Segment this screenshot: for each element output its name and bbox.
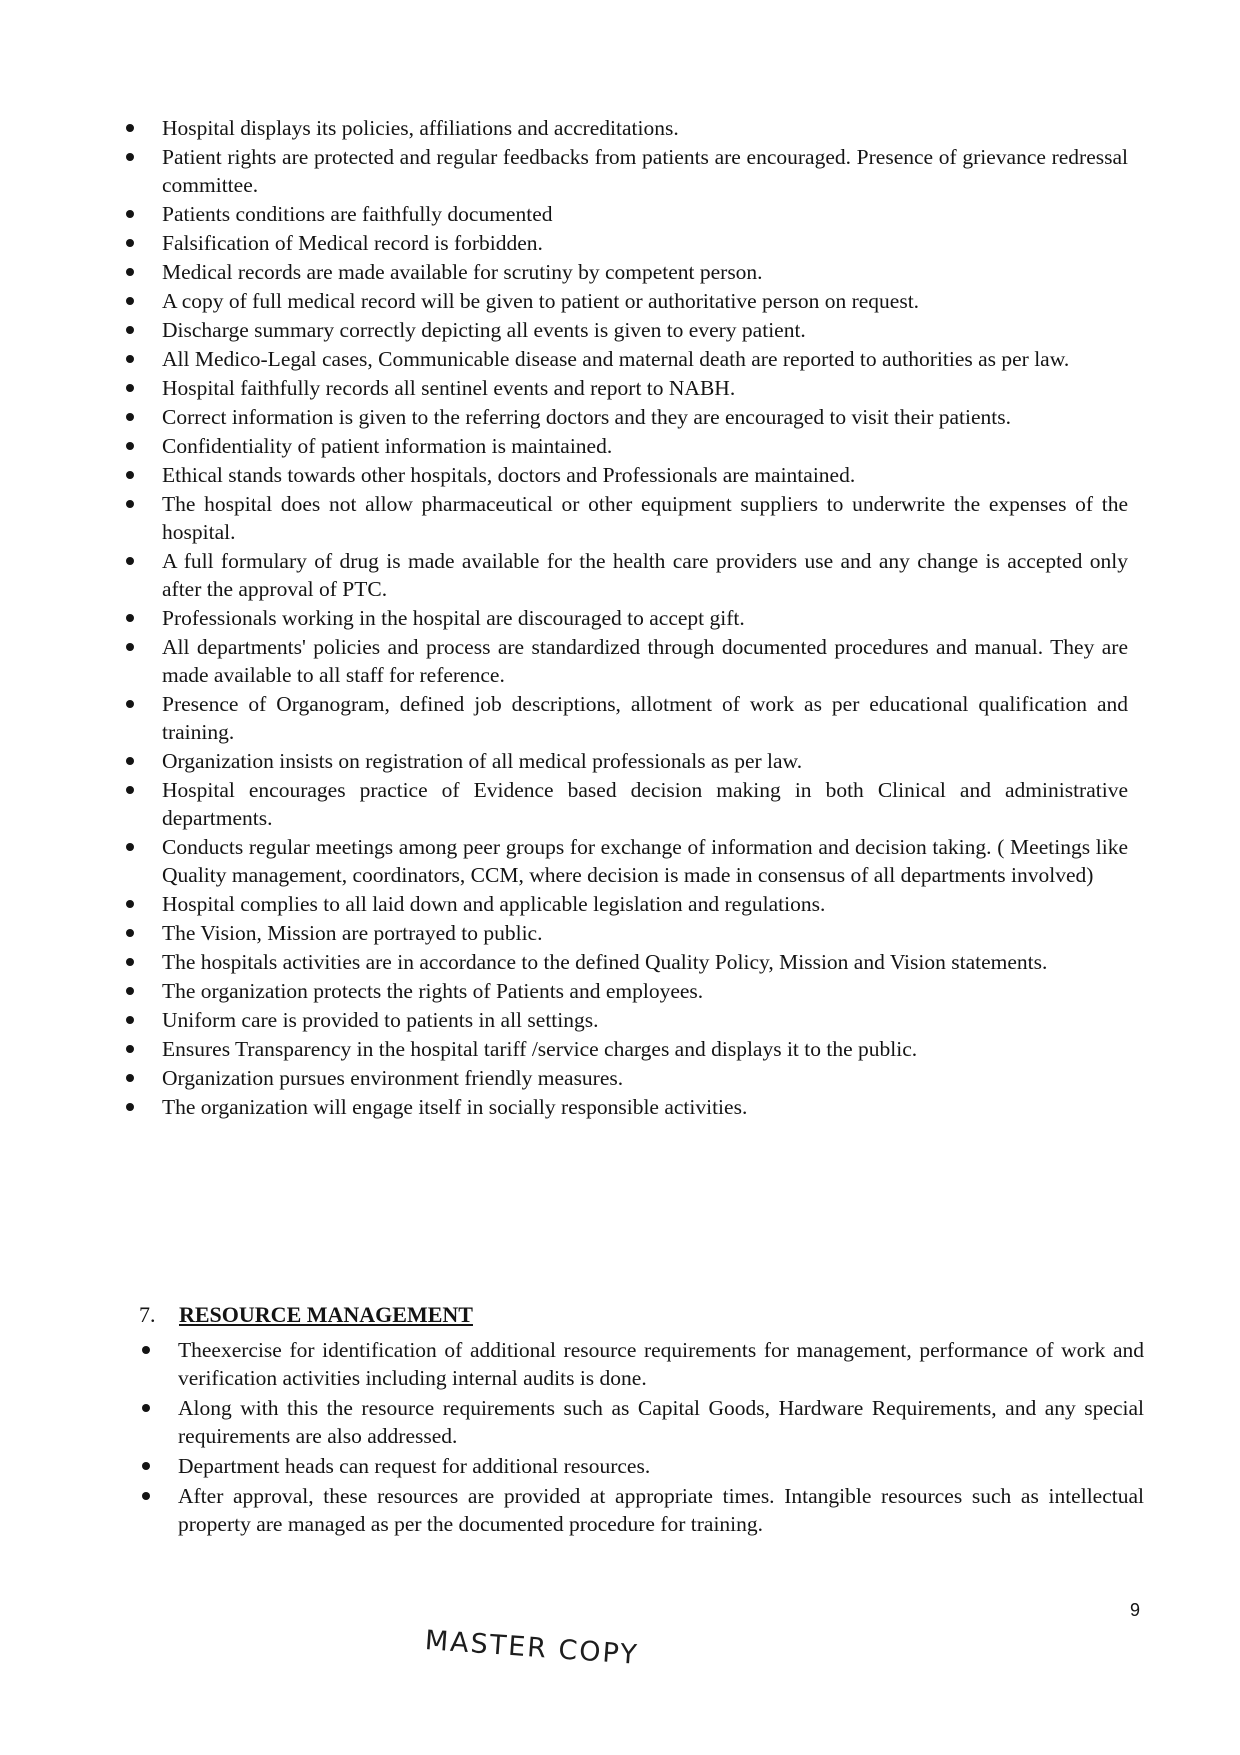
bullet-item	[162, 258, 1128, 286]
bullet-dot-icon	[126, 1103, 134, 1111]
bullet-text: Correct information is given to the referring doctors and they are encouraged to visit their patients.	[162, 405, 1011, 429]
bullet-text: Organization insists on registration of all medical professionals as per law.	[162, 749, 803, 773]
bullet-text: A copy of full medical record will be given to patient or authoritative person on request.	[162, 289, 920, 313]
bullet-dot-icon	[126, 153, 134, 161]
bullet-item	[162, 633, 1128, 689]
bullet-item	[162, 776, 1128, 832]
bullet-dot-icon	[126, 124, 134, 132]
bullet-item	[162, 229, 1128, 257]
bullet-text: Department heads can request for additional resources.	[178, 1454, 651, 1478]
bullet-text: All Medico-Legal cases, Communicable disease and maternal death are reported to authorities as per law.	[162, 347, 1070, 371]
bullet-text: Hospital encourages practice of Evidence based decision making in both Clinical and administrative departments.	[162, 778, 1128, 830]
bullet-text: Confidentiality of patient information is maintained.	[162, 434, 613, 458]
bullet-item	[162, 604, 1128, 632]
bullet-item	[162, 403, 1128, 431]
bullet-dot-icon	[126, 500, 134, 508]
bullet-text: Patient rights are protected and regular feedbacks from patients are encouraged. Presence of grievance redressal committee.	[162, 145, 1128, 197]
bullet-text: Uniform care is provided to patients in all settings.	[162, 1008, 599, 1032]
bullet-item	[178, 1482, 1144, 1538]
bullet-text: Presence of Organogram, defined job descriptions, allotment of work as per educational qualification and training.	[162, 692, 1128, 744]
bullet-text: A full formulary of drug is made available for the health care providers use and any change is accepted only after the approval of PTC.	[162, 549, 1128, 601]
bullet-text: After approval, these resources are provided at appropriate times. Intangible resources such as intellectual property are managed as per the documented procedure for training.	[178, 1484, 1144, 1536]
section-heading	[139, 1302, 473, 1328]
bullet-text: The organization protects the rights of Patients and employees.	[162, 979, 704, 1003]
bullet-text: Hospital displays its policies, affiliations and accreditations.	[162, 116, 679, 140]
bullet-dot-icon	[126, 1045, 134, 1053]
bullet-text: Conducts regular meetings among peer groups for exchange of information and decision taking. ( Meetings like Quality management, coordinators, CCM, where decision is made in consensus of all departments involved)	[162, 835, 1128, 887]
bullet-dot-icon	[126, 268, 134, 276]
bullet-item	[162, 490, 1128, 546]
bullet-item	[162, 114, 1128, 142]
bullet-dot-icon	[126, 442, 134, 450]
bullet-text: Theexercise for identification of additional resource requirements for management, performance of work and verification activities including internal audits is done.	[178, 1338, 1144, 1390]
bullet-item	[162, 1006, 1128, 1034]
bullet-item	[162, 432, 1128, 460]
bullet-text: Falsification of Medical record is forbidden.	[162, 231, 543, 255]
bullet-item	[162, 316, 1128, 344]
bullet-text: All departments' policies and process are standardized through documented procedures and manual. They are made available to all staff for reference.	[162, 635, 1128, 687]
bullet-item	[178, 1394, 1144, 1450]
bullet-text: The Vision, Mission are portrayed to public.	[162, 921, 543, 945]
bullet-dot-icon	[126, 987, 134, 995]
bullet-item	[162, 200, 1128, 228]
bullet-item	[162, 948, 1128, 976]
bullet-dot-icon	[126, 326, 134, 334]
bullet-text: Hospital complies to all laid down and applicable legislation and regulations.	[162, 892, 826, 916]
bullet-text: Ensures Transparency in the hospital tariff /service charges and displays it to the public.	[162, 1037, 918, 1061]
section-number: 7.	[139, 1302, 156, 1327]
bullet-text: Patients conditions are faithfully documented	[162, 202, 553, 226]
resource-bullet-list	[178, 1336, 1144, 1540]
master-copy-stamp: MASTER COPY	[423, 1625, 640, 1671]
bullet-dot-icon	[126, 384, 134, 392]
bullet-dot-icon	[126, 643, 134, 651]
bullet-item	[162, 461, 1128, 489]
bullet-dot-icon	[126, 700, 134, 708]
bullet-item	[162, 374, 1128, 402]
bullet-dot-icon	[126, 239, 134, 247]
bullet-dot-icon	[126, 843, 134, 851]
bullet-item	[162, 747, 1128, 775]
bullet-dot-icon	[142, 1404, 150, 1412]
bullet-dot-icon	[126, 900, 134, 908]
bullet-item	[162, 547, 1128, 603]
bullet-dot-icon	[126, 929, 134, 937]
bullet-item	[162, 919, 1128, 947]
bullet-dot-icon	[126, 786, 134, 794]
bullet-dot-icon	[126, 413, 134, 421]
bullet-dot-icon	[126, 355, 134, 363]
bullet-item	[162, 1093, 1128, 1121]
bullet-dot-icon	[142, 1492, 150, 1500]
bullet-item	[162, 1035, 1128, 1063]
bullet-text: The organization will engage itself in socially responsible activities.	[162, 1095, 748, 1119]
bullet-text: The hospital does not allow pharmaceutical or other equipment suppliers to underwrite the expenses of the hospital.	[162, 492, 1128, 544]
bullet-item	[162, 345, 1128, 373]
bullet-dot-icon	[126, 210, 134, 218]
bullet-item	[162, 287, 1128, 315]
bullet-dot-icon	[142, 1462, 150, 1470]
bullet-dot-icon	[126, 614, 134, 622]
bullet-dot-icon	[126, 757, 134, 765]
bullet-dot-icon	[126, 297, 134, 305]
section-title: RESOURCE MANAGEMENT	[179, 1302, 473, 1327]
bullet-item	[178, 1336, 1144, 1392]
bullet-dot-icon	[126, 557, 134, 565]
bullet-text: Medical records are made available for scrutiny by competent person.	[162, 260, 763, 284]
bullet-text: Professionals working in the hospital are discouraged to accept gift.	[162, 606, 745, 630]
bullet-item	[162, 690, 1128, 746]
bullet-dot-icon	[126, 1016, 134, 1024]
bullet-dot-icon	[126, 958, 134, 966]
page-number: 9	[1129, 1600, 1140, 1620]
bullet-item	[162, 833, 1128, 889]
bullet-item	[162, 890, 1128, 918]
bullet-text: Discharge summary correctly depicting all events is given to every patient.	[162, 318, 806, 342]
bullet-item	[162, 1064, 1128, 1092]
bullet-text: The hospitals activities are in accordance to the defined Quality Policy, Mission and Vision statements.	[162, 950, 1048, 974]
bullet-dot-icon	[142, 1346, 150, 1354]
bullet-text: Organization pursues environment friendly measures.	[162, 1066, 624, 1090]
bullet-text: Hospital faithfully records all sentinel events and report to NABH.	[162, 376, 736, 400]
policy-bullet-list	[162, 114, 1128, 1122]
bullet-dot-icon	[126, 471, 134, 479]
bullet-item	[162, 977, 1128, 1005]
bullet-dot-icon	[126, 1074, 134, 1082]
bullet-item	[162, 143, 1128, 199]
bullet-item	[178, 1452, 1144, 1480]
bullet-text: Along with this the resource requirements such as Capital Goods, Hardware Requirements, and any special requirements are also addressed.	[178, 1396, 1144, 1448]
bullet-text: Ethical stands towards other hospitals, doctors and Professionals are maintained.	[162, 463, 856, 487]
